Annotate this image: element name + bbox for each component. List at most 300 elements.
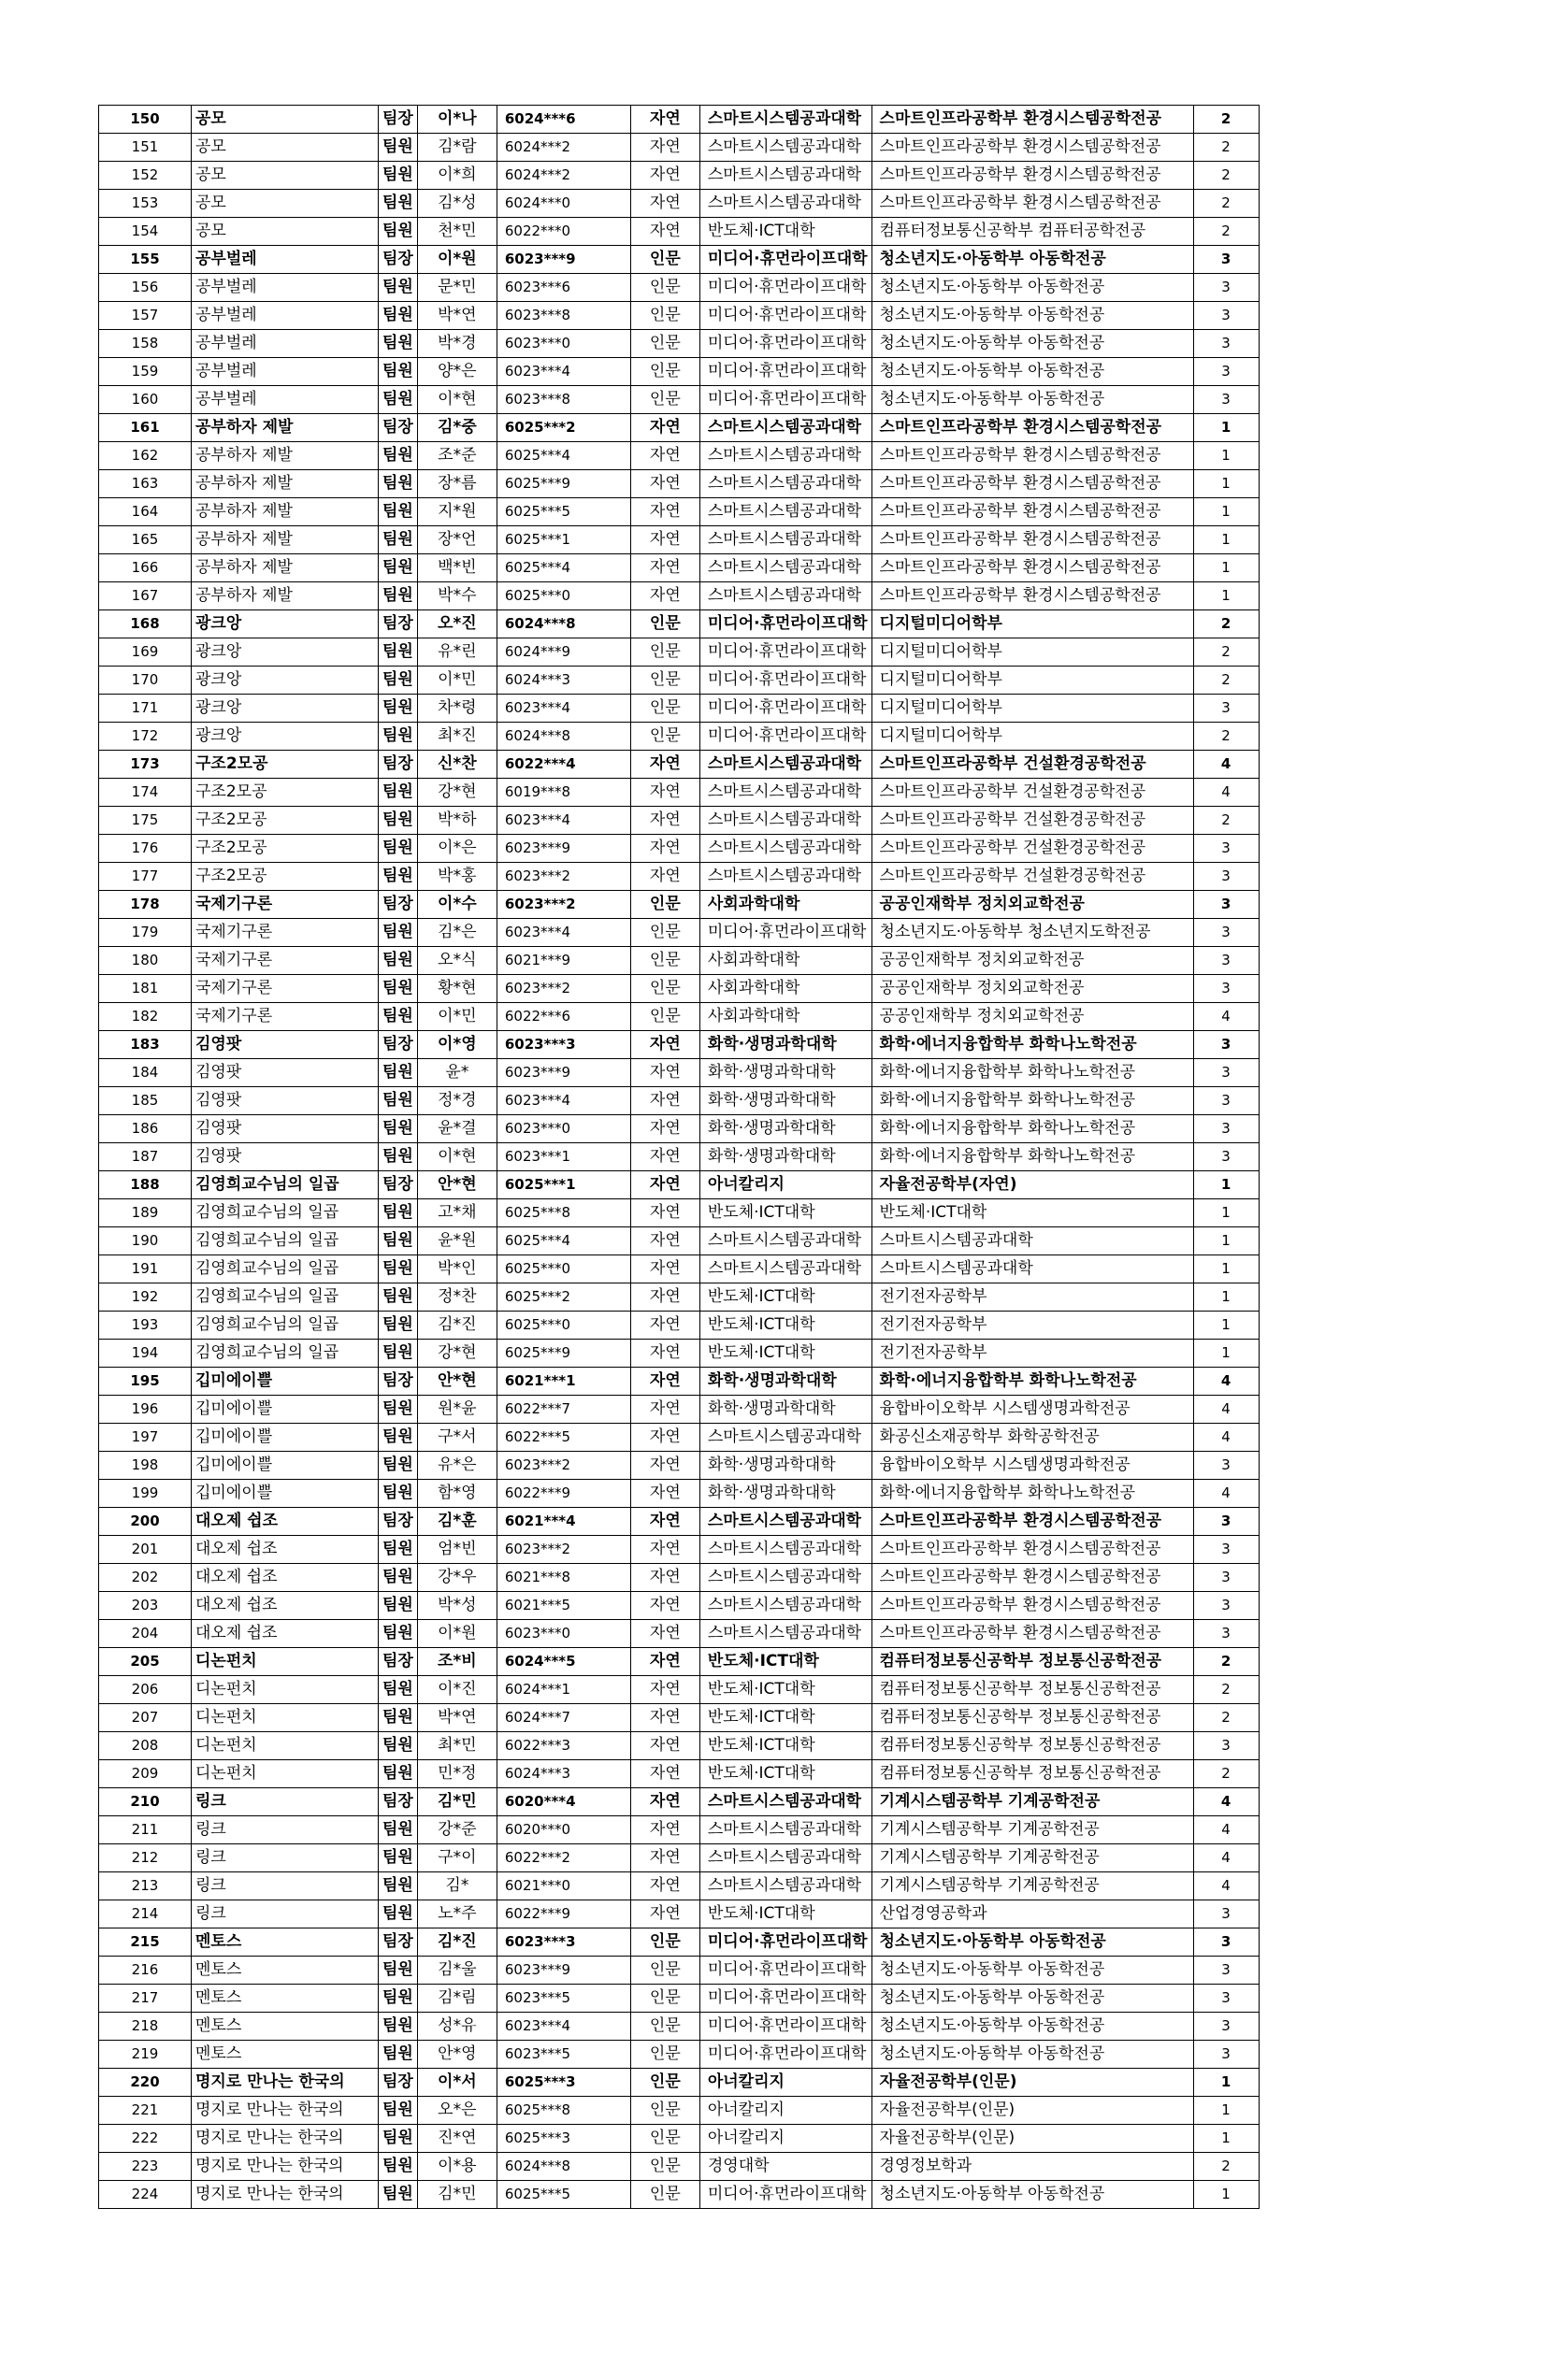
member-name-cell: 이*서 [417, 2069, 497, 2097]
major-cell: 스마트인프라공학부 환경시스템공학전공 [871, 190, 1193, 218]
member-name-cell: 강*현 [417, 779, 497, 807]
student-id-cell: 6024***8 [497, 2153, 630, 2181]
row-number-cell: 207 [99, 1704, 192, 1732]
college-cell: 반도체·ICT대학 [699, 1283, 871, 1312]
grade-cell: 1 [1193, 1171, 1259, 1199]
track-cell: 자연 [630, 1508, 699, 1536]
role-cell: 팀장 [379, 1928, 418, 1957]
track-cell: 자연 [630, 1255, 699, 1283]
track-cell: 인문 [630, 2069, 699, 2097]
track-cell: 자연 [630, 1424, 699, 1452]
team-name-cell: 구조2모공 [192, 835, 379, 863]
major-cell: 화학·에너지융합학부 화학나노학전공 [871, 1031, 1193, 1059]
student-id-cell: 6024***1 [497, 1676, 630, 1704]
team-name-cell: 구조2모공 [192, 807, 379, 835]
team-name-cell: 공부벌레 [192, 302, 379, 330]
major-cell: 컴퓨터정보통신공학부 정보통신공학전공 [871, 1704, 1193, 1732]
role-cell: 팀장 [379, 1788, 418, 1816]
row-number-cell: 199 [99, 1480, 192, 1508]
member-name-cell: 오*은 [417, 2097, 497, 2125]
team-name-cell: 멘토스 [192, 1957, 379, 1985]
track-cell: 인문 [630, 723, 699, 751]
student-id-cell: 6023***3 [497, 1928, 630, 1957]
grade-cell: 3 [1193, 2013, 1259, 2041]
major-cell: 화학·에너지융합학부 화학나노학전공 [871, 1480, 1193, 1508]
row-number-cell: 220 [99, 2069, 192, 2097]
student-id-cell: 6023***2 [497, 1536, 630, 1564]
student-id-cell: 6022***5 [497, 1424, 630, 1452]
row-number-cell: 173 [99, 751, 192, 779]
member-name-cell: 황*현 [417, 975, 497, 1003]
table-row [99, 190, 1260, 218]
college-cell: 미디어·휴먼라이프대학 [699, 919, 871, 947]
member-name-cell: 안*현 [417, 1171, 497, 1199]
college-cell: 스마트시스템공과대학 [699, 1536, 871, 1564]
student-id-cell: 6023***6 [497, 274, 630, 302]
college-cell: 반도체·ICT대학 [699, 1760, 871, 1788]
role-cell: 팀장 [379, 414, 418, 442]
major-cell: 디지털미디어학부 [871, 695, 1193, 723]
grade-cell: 3 [1193, 1592, 1259, 1620]
member-name-cell: 이*용 [417, 2153, 497, 2181]
role-cell: 팀원 [379, 947, 418, 975]
grade-cell: 2 [1193, 1760, 1259, 1788]
team-name-cell: 대오제 쉽조 [192, 1620, 379, 1648]
member-name-cell: 박*연 [417, 302, 497, 330]
track-cell: 자연 [630, 1452, 699, 1480]
team-name-cell: 링크 [192, 1844, 379, 1872]
member-name-cell: 원*윤 [417, 1396, 497, 1424]
role-cell: 팀원 [379, 330, 418, 358]
team-name-cell: 공부벌레 [192, 274, 379, 302]
row-number-cell: 180 [99, 947, 192, 975]
member-name-cell: 김*중 [417, 414, 497, 442]
member-name-cell: 이*희 [417, 162, 497, 190]
grade-cell: 3 [1193, 1508, 1259, 1536]
major-cell: 스마트인프라공학부 환경시스템공학전공 [871, 470, 1193, 498]
role-cell: 팀원 [379, 582, 418, 610]
member-name-cell: 구*서 [417, 1424, 497, 1452]
role-cell: 팀원 [379, 162, 418, 190]
grade-cell: 3 [1193, 1732, 1259, 1760]
team-name-cell: 김영팟 [192, 1087, 379, 1115]
grade-cell: 2 [1193, 218, 1259, 246]
major-cell: 스마트인프라공학부 환경시스템공학전공 [871, 414, 1193, 442]
major-cell: 융합바이오학부 시스템생명과학전공 [871, 1452, 1193, 1480]
student-id-cell: 6025***1 [497, 1171, 630, 1199]
grade-cell: 2 [1193, 667, 1259, 695]
role-cell: 팀원 [379, 1283, 418, 1312]
grade-cell: 3 [1193, 1620, 1259, 1648]
member-name-cell: 이*은 [417, 835, 497, 863]
table-row [99, 779, 1260, 807]
member-name-cell: 이*현 [417, 386, 497, 414]
row-number-cell: 189 [99, 1199, 192, 1227]
role-cell: 팀장 [379, 1648, 418, 1676]
member-name-cell: 이*원 [417, 1620, 497, 1648]
student-id-cell: 6024***0 [497, 190, 630, 218]
track-cell: 자연 [630, 1732, 699, 1760]
table-row [99, 1227, 1260, 1255]
role-cell: 팀원 [379, 1985, 418, 2013]
college-cell: 스마트시스템공과대학 [699, 106, 871, 134]
team-name-cell: 대오제 쉽조 [192, 1592, 379, 1620]
student-id-cell: 6021***5 [497, 1592, 630, 1620]
member-name-cell: 유*린 [417, 638, 497, 667]
row-number-cell: 171 [99, 695, 192, 723]
table-row [99, 1368, 1260, 1396]
student-team-table [98, 105, 1260, 2209]
table-row [99, 1620, 1260, 1648]
student-id-cell: 6025***5 [497, 2181, 630, 2209]
track-cell: 자연 [630, 1592, 699, 1620]
major-cell: 스마트인프라공학부 환경시스템공학전공 [871, 1620, 1193, 1648]
student-id-cell: 6024***8 [497, 610, 630, 638]
grade-cell: 1 [1193, 2125, 1259, 2153]
team-name-cell: 김영희교수님의 일곱 [192, 1255, 379, 1283]
track-cell: 인문 [630, 358, 699, 386]
team-name-cell: 공부벌레 [192, 246, 379, 274]
team-name-cell: 명지로 만나는 한국의 [192, 2153, 379, 2181]
college-cell: 화학·생명과학대학 [699, 1115, 871, 1143]
table-row [99, 1115, 1260, 1143]
role-cell: 팀원 [379, 2181, 418, 2209]
row-number-cell: 181 [99, 975, 192, 1003]
team-name-cell: 멘토스 [192, 2041, 379, 2069]
row-number-cell: 190 [99, 1227, 192, 1255]
student-id-cell: 6025***3 [497, 2125, 630, 2153]
team-name-cell: 공모 [192, 106, 379, 134]
role-cell: 팀원 [379, 779, 418, 807]
college-cell: 미디어·휴먼라이프대학 [699, 2181, 871, 2209]
college-cell: 아너칼리지 [699, 2125, 871, 2153]
student-id-cell: 6023***8 [497, 302, 630, 330]
major-cell: 기계시스템공학부 기계공학전공 [871, 1844, 1193, 1872]
table-row [99, 246, 1260, 274]
track-cell: 자연 [630, 1087, 699, 1115]
college-cell: 스마트시스템공과대학 [699, 751, 871, 779]
college-cell: 스마트시스템공과대학 [699, 807, 871, 835]
student-id-cell: 6023***2 [497, 863, 630, 891]
table-row [99, 2097, 1260, 2125]
track-cell: 인문 [630, 1957, 699, 1985]
member-name-cell: 이*수 [417, 891, 497, 919]
row-number-cell: 200 [99, 1508, 192, 1536]
college-cell: 미디어·휴먼라이프대학 [699, 358, 871, 386]
team-name-cell: 김영팟 [192, 1115, 379, 1143]
team-name-cell: 링크 [192, 1900, 379, 1928]
team-name-cell: 광크앙 [192, 610, 379, 638]
member-name-cell: 조*준 [417, 442, 497, 470]
row-number-cell: 197 [99, 1424, 192, 1452]
member-name-cell: 김*울 [417, 1957, 497, 1985]
role-cell: 팀원 [379, 442, 418, 470]
track-cell: 자연 [630, 1368, 699, 1396]
college-cell: 스마트시스템공과대학 [699, 442, 871, 470]
member-name-cell: 김*진 [417, 1928, 497, 1957]
team-name-cell: 공모 [192, 134, 379, 162]
college-cell: 스마트시스템공과대학 [699, 1592, 871, 1620]
track-cell: 인문 [630, 610, 699, 638]
member-name-cell: 천*민 [417, 218, 497, 246]
track-cell: 자연 [630, 190, 699, 218]
major-cell: 융합바이오학부 시스템생명과학전공 [871, 1396, 1193, 1424]
team-name-cell: 김영팟 [192, 1143, 379, 1171]
college-cell: 미디어·휴먼라이프대학 [699, 1957, 871, 1985]
grade-cell: 2 [1193, 723, 1259, 751]
college-cell: 미디어·휴먼라이프대학 [699, 1928, 871, 1957]
table-body [99, 106, 1260, 2209]
role-cell: 팀원 [379, 1536, 418, 1564]
table-row [99, 2013, 1260, 2041]
role-cell: 팀원 [379, 134, 418, 162]
table-row [99, 1312, 1260, 1340]
role-cell: 팀원 [379, 807, 418, 835]
grade-cell: 3 [1193, 2041, 1259, 2069]
track-cell: 자연 [630, 779, 699, 807]
member-name-cell: 문*민 [417, 274, 497, 302]
college-cell: 스마트시스템공과대학 [699, 1816, 871, 1844]
college-cell: 스마트시스템공과대학 [699, 1508, 871, 1536]
table-row [99, 1143, 1260, 1171]
team-name-cell: 김영희교수님의 일곱 [192, 1283, 379, 1312]
major-cell: 공공인재학부 정치외교학전공 [871, 975, 1193, 1003]
member-name-cell: 양*은 [417, 358, 497, 386]
team-name-cell: 국제기구론 [192, 891, 379, 919]
major-cell: 디지털미디어학부 [871, 723, 1193, 751]
student-id-cell: 6023***4 [497, 2013, 630, 2041]
grade-cell: 1 [1193, 1312, 1259, 1340]
track-cell: 자연 [630, 134, 699, 162]
major-cell: 스마트인프라공학부 건설환경공학전공 [871, 751, 1193, 779]
grade-cell: 2 [1193, 1648, 1259, 1676]
major-cell: 스마트인프라공학부 건설환경공학전공 [871, 807, 1193, 835]
track-cell: 자연 [630, 863, 699, 891]
track-cell: 자연 [630, 1396, 699, 1424]
grade-cell: 3 [1193, 1900, 1259, 1928]
track-cell: 인문 [630, 2013, 699, 2041]
table-row [99, 1255, 1260, 1283]
team-name-cell: 디논펀치 [192, 1648, 379, 1676]
member-name-cell: 안*영 [417, 2041, 497, 2069]
student-id-cell: 6024***5 [497, 1648, 630, 1676]
track-cell: 자연 [630, 1340, 699, 1368]
grade-cell: 1 [1193, 1283, 1259, 1312]
role-cell: 팀원 [379, 723, 418, 751]
table-row [99, 442, 1260, 470]
member-name-cell: 백*빈 [417, 554, 497, 582]
grade-cell: 1 [1193, 582, 1259, 610]
grade-cell: 2 [1193, 610, 1259, 638]
team-name-cell: 공모 [192, 218, 379, 246]
grade-cell: 3 [1193, 1115, 1259, 1143]
track-cell: 자연 [630, 1704, 699, 1732]
role-cell: 팀원 [379, 1564, 418, 1592]
major-cell: 스마트인프라공학부 건설환경공학전공 [871, 779, 1193, 807]
role-cell: 팀원 [379, 919, 418, 947]
member-name-cell: 신*찬 [417, 751, 497, 779]
college-cell: 반도체·ICT대학 [699, 218, 871, 246]
role-cell: 팀장 [379, 610, 418, 638]
table-row [99, 835, 1260, 863]
team-name-cell: 명지로 만나는 한국의 [192, 2097, 379, 2125]
role-cell: 팀원 [379, 1340, 418, 1368]
row-number-cell: 178 [99, 891, 192, 919]
college-cell: 사회과학대학 [699, 947, 871, 975]
major-cell: 스마트인프라공학부 환경시스템공학전공 [871, 498, 1193, 526]
team-name-cell: 구조2모공 [192, 751, 379, 779]
student-id-cell: 6023***4 [497, 695, 630, 723]
major-cell: 청소년지도·아동학부 아동학전공 [871, 1928, 1193, 1957]
grade-cell: 4 [1193, 1396, 1259, 1424]
row-number-cell: 151 [99, 134, 192, 162]
role-cell: 팀원 [379, 667, 418, 695]
role-cell: 팀원 [379, 1059, 418, 1087]
student-id-cell: 6020***0 [497, 1816, 630, 1844]
track-cell: 인문 [630, 246, 699, 274]
row-number-cell: 158 [99, 330, 192, 358]
college-cell: 경영대학 [699, 2153, 871, 2181]
table-row [99, 2153, 1260, 2181]
college-cell: 스마트시스템공과대학 [699, 1844, 871, 1872]
major-cell: 전기전자공학부 [871, 1312, 1193, 1340]
row-number-cell: 218 [99, 2013, 192, 2041]
table-row [99, 751, 1260, 779]
student-id-cell: 6023***5 [497, 2041, 630, 2069]
table-row [99, 582, 1260, 610]
student-id-cell: 6025***4 [497, 1227, 630, 1255]
major-cell: 청소년지도·아동학부 아동학전공 [871, 1985, 1193, 2013]
role-cell: 팀원 [379, 274, 418, 302]
row-number-cell: 210 [99, 1788, 192, 1816]
major-cell: 스마트인프라공학부 환경시스템공학전공 [871, 526, 1193, 554]
row-number-cell: 183 [99, 1031, 192, 1059]
role-cell: 팀원 [379, 1227, 418, 1255]
college-cell: 반도체·ICT대학 [699, 1704, 871, 1732]
member-name-cell: 지*원 [417, 498, 497, 526]
track-cell: 자연 [630, 1620, 699, 1648]
student-id-cell: 6023***9 [497, 246, 630, 274]
track-cell: 자연 [630, 1648, 699, 1676]
table-row [99, 526, 1260, 554]
row-number-cell: 186 [99, 1115, 192, 1143]
team-name-cell: 대오제 쉽조 [192, 1508, 379, 1536]
row-number-cell: 164 [99, 498, 192, 526]
college-cell: 스마트시스템공과대학 [699, 134, 871, 162]
role-cell: 팀원 [379, 1143, 418, 1171]
major-cell: 산업경영공학과 [871, 1900, 1193, 1928]
member-name-cell: 엄*빈 [417, 1536, 497, 1564]
track-cell: 인문 [630, 2041, 699, 2069]
grade-cell: 3 [1193, 1957, 1259, 1985]
team-name-cell: 디논펀치 [192, 1676, 379, 1704]
track-cell: 인문 [630, 1928, 699, 1957]
student-id-cell: 6025***9 [497, 470, 630, 498]
role-cell: 팀원 [379, 835, 418, 863]
role-cell: 팀원 [379, 1312, 418, 1340]
grade-cell: 1 [1193, 1340, 1259, 1368]
college-cell: 화학·생명과학대학 [699, 1143, 871, 1171]
student-id-cell: 6023***4 [497, 807, 630, 835]
college-cell: 미디어·휴먼라이프대학 [699, 667, 871, 695]
major-cell: 청소년지도·아동학부 아동학전공 [871, 358, 1193, 386]
row-number-cell: 172 [99, 723, 192, 751]
row-number-cell: 208 [99, 1732, 192, 1760]
team-name-cell: 국제기구론 [192, 975, 379, 1003]
team-name-cell: 디논펀치 [192, 1732, 379, 1760]
team-name-cell: 공부하자 제발 [192, 470, 379, 498]
track-cell: 인문 [630, 2125, 699, 2153]
role-cell: 팀원 [379, 1732, 418, 1760]
grade-cell: 2 [1193, 1676, 1259, 1704]
member-name-cell: 이*원 [417, 246, 497, 274]
grade-cell: 3 [1193, 1928, 1259, 1957]
student-id-cell: 6023***0 [497, 1620, 630, 1648]
college-cell: 미디어·휴먼라이프대학 [699, 610, 871, 638]
role-cell: 팀원 [379, 554, 418, 582]
college-cell: 사회과학대학 [699, 1003, 871, 1031]
member-name-cell: 박*인 [417, 1255, 497, 1283]
row-number-cell: 182 [99, 1003, 192, 1031]
grade-cell: 4 [1193, 1844, 1259, 1872]
team-name-cell: 공부하자 제발 [192, 582, 379, 610]
team-name-cell: 국제기구론 [192, 947, 379, 975]
grade-cell: 3 [1193, 1031, 1259, 1059]
student-id-cell: 6023***4 [497, 358, 630, 386]
table-row [99, 1648, 1260, 1676]
role-cell: 팀원 [379, 1592, 418, 1620]
table-row [99, 554, 1260, 582]
track-cell: 인문 [630, 947, 699, 975]
row-number-cell: 159 [99, 358, 192, 386]
student-id-cell: 6024***3 [497, 667, 630, 695]
grade-cell: 4 [1193, 1872, 1259, 1900]
row-number-cell: 202 [99, 1564, 192, 1592]
team-name-cell: 깁미에이쁠 [192, 1396, 379, 1424]
member-name-cell: 조*비 [417, 1648, 497, 1676]
grade-cell: 3 [1193, 1143, 1259, 1171]
team-name-cell: 명지로 만나는 한국의 [192, 2181, 379, 2209]
student-id-cell: 6023***2 [497, 891, 630, 919]
team-name-cell: 국제기구론 [192, 919, 379, 947]
track-cell: 자연 [630, 470, 699, 498]
student-id-cell: 6022***9 [497, 1480, 630, 1508]
major-cell: 스마트인프라공학부 환경시스템공학전공 [871, 442, 1193, 470]
row-number-cell: 165 [99, 526, 192, 554]
member-name-cell: 박*연 [417, 1704, 497, 1732]
member-name-cell: 장*언 [417, 526, 497, 554]
track-cell: 자연 [630, 218, 699, 246]
member-name-cell: 김*은 [417, 919, 497, 947]
student-id-cell: 6023***8 [497, 386, 630, 414]
grade-cell: 2 [1193, 134, 1259, 162]
team-name-cell: 공부하자 제발 [192, 554, 379, 582]
student-id-cell: 6025***5 [497, 498, 630, 526]
member-name-cell: 강*우 [417, 1564, 497, 1592]
grade-cell: 3 [1193, 1985, 1259, 2013]
team-name-cell: 김영팟 [192, 1031, 379, 1059]
member-name-cell: 이*민 [417, 1003, 497, 1031]
track-cell: 자연 [630, 1536, 699, 1564]
role-cell: 팀장 [379, 1031, 418, 1059]
grade-cell: 3 [1193, 1059, 1259, 1087]
member-name-cell: 김* [417, 1872, 497, 1900]
table-row [99, 891, 1260, 919]
college-cell: 스마트시스템공과대학 [699, 863, 871, 891]
team-name-cell: 명지로 만나는 한국의 [192, 2125, 379, 2153]
track-cell: 인문 [630, 667, 699, 695]
team-name-cell: 링크 [192, 1816, 379, 1844]
